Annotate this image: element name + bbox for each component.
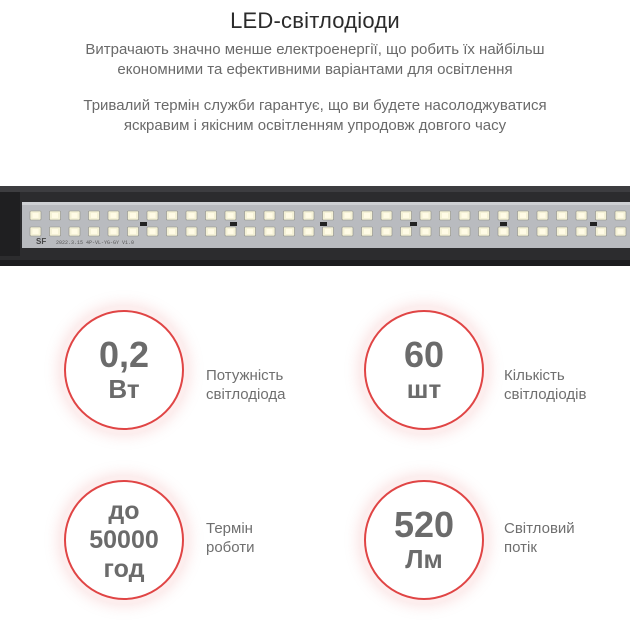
- led-chip-core: [228, 229, 234, 234]
- stat-label-line: роботи: [206, 539, 255, 556]
- led-chip-core: [403, 213, 409, 218]
- led-chip-core: [462, 229, 468, 234]
- led-chip-core: [618, 213, 624, 218]
- stat-unit: Вт: [108, 374, 140, 404]
- strip-end-cap: [0, 192, 20, 256]
- description-paragraph-2: [40, 96, 590, 136]
- description-line: Тривалий термін служби гарантує, що ви будете насолоджуватися: [83, 97, 547, 114]
- led-chip-core: [52, 213, 58, 218]
- stat-label-line: світлодіодів: [504, 386, 587, 403]
- stat-label-line: Кількість: [504, 367, 565, 384]
- stat-value: 520: [393, 504, 455, 545]
- led-chip-core: [130, 229, 136, 234]
- led-chip-core: [598, 229, 604, 234]
- stat-unit: год: [103, 554, 145, 583]
- description-line: економними та ефективними варіантами для освітлення: [117, 61, 513, 78]
- stat-label-line: світлодіода: [206, 386, 286, 403]
- led-chip-core: [481, 213, 487, 218]
- led-chip-core: [189, 229, 195, 234]
- led-strip-image: [0, 186, 630, 266]
- led-chip-core: [559, 229, 565, 234]
- led-chip-core: [72, 213, 78, 218]
- led-chip-core: [540, 213, 546, 218]
- stat-value: 50000: [89, 525, 159, 554]
- led-chip-core: [169, 229, 175, 234]
- led-chip-core: [501, 213, 507, 218]
- led-chip-core: [247, 213, 253, 218]
- stat-label-count: [504, 366, 586, 404]
- led-chip-core: [579, 213, 585, 218]
- led-chip-core: [501, 229, 507, 234]
- led-chip-core: [169, 213, 175, 218]
- led-chip-core: [150, 213, 156, 218]
- led-chip-core: [618, 229, 624, 234]
- description-line: Витрачають значно менше електроенергії, що робить їх найбільш: [85, 41, 545, 58]
- led-strip-illustration: [0, 186, 630, 266]
- stat-luminous-flux: [364, 480, 484, 600]
- stat-value-prefix: до: [108, 496, 140, 525]
- led-chip-core: [540, 229, 546, 234]
- description-paragraph-1: [40, 40, 590, 80]
- led-chip-core: [559, 213, 565, 218]
- resistor-component: [230, 222, 237, 226]
- led-chip-core: [325, 213, 331, 218]
- led-chip-core: [442, 229, 448, 234]
- page-title: LED-світлодіоди: [230, 8, 400, 33]
- stat-value: 60: [403, 334, 445, 375]
- stat-label-lifetime: [206, 519, 255, 557]
- led-chip-core: [579, 229, 585, 234]
- stat-power: [64, 310, 184, 430]
- stat-label-line: Потужність: [206, 367, 284, 384]
- led-chip-core: [442, 213, 448, 218]
- stat-label-line: Термін: [206, 520, 253, 537]
- led-chip-core: [72, 229, 78, 234]
- led-chip-core: [267, 229, 273, 234]
- board-marking: 2022.3.15 4P-VL-YG-GY V1.0: [56, 240, 135, 246]
- led-chip-core: [130, 213, 136, 218]
- led-chip-core: [325, 229, 331, 234]
- led-chip-core: [111, 213, 117, 218]
- led-chip-core: [598, 213, 604, 218]
- led-chip-core: [520, 213, 526, 218]
- stat-ring: [364, 310, 484, 430]
- resistor-component: [320, 222, 327, 226]
- led-chip-core: [208, 213, 214, 218]
- led-chip-core: [384, 229, 390, 234]
- led-chip-core: [52, 229, 58, 234]
- stat-label-luminous-flux: [504, 519, 575, 557]
- led-chip-core: [364, 213, 370, 218]
- led-chip-core: [481, 229, 487, 234]
- stat-ring: [64, 310, 184, 430]
- stat-unit: Лм: [405, 544, 443, 574]
- led-chip-core: [111, 229, 117, 234]
- led-chip-core: [286, 229, 292, 234]
- led-chip-core: [33, 213, 39, 218]
- stat-count: [364, 310, 484, 430]
- resistor-component: [500, 222, 507, 226]
- led-chip-core: [189, 213, 195, 218]
- led-chip-core: [462, 213, 468, 218]
- led-chip-core: [91, 229, 97, 234]
- led-chip-core: [345, 229, 351, 234]
- led-chip-core: [306, 213, 312, 218]
- resistor-component: [410, 222, 417, 226]
- stat-label-line: потік: [504, 539, 537, 556]
- led-chip-core: [208, 229, 214, 234]
- led-chip-core: [247, 229, 253, 234]
- stat-lifetime: [64, 480, 184, 600]
- led-chip-core: [403, 229, 409, 234]
- led-chip-core: [306, 229, 312, 234]
- led-chip-core: [150, 229, 156, 234]
- led-chip-core: [286, 213, 292, 218]
- stat-value: 0,2: [98, 334, 150, 375]
- description-line: яскравим і якісним освітленням упродовж довгого часу: [123, 117, 507, 134]
- led-chip-core: [364, 229, 370, 234]
- led-chip-core: [423, 213, 429, 218]
- stat-ring: [64, 480, 184, 600]
- stat-ring: [364, 480, 484, 600]
- stat-label-line: Світловий: [504, 520, 575, 537]
- board-logo: SF: [36, 237, 47, 246]
- stat-unit: шт: [406, 374, 442, 404]
- led-chip-core: [91, 213, 97, 218]
- led-chip-core: [345, 213, 351, 218]
- led-chip-core: [228, 213, 234, 218]
- led-chip-core: [384, 213, 390, 218]
- resistor-component: [590, 222, 597, 226]
- led-chip-core: [423, 229, 429, 234]
- stat-label-power: [206, 366, 285, 404]
- led-chip-core: [267, 213, 273, 218]
- led-chip-core: [520, 229, 526, 234]
- resistor-component: [140, 222, 147, 226]
- led-chip-core: [33, 229, 39, 234]
